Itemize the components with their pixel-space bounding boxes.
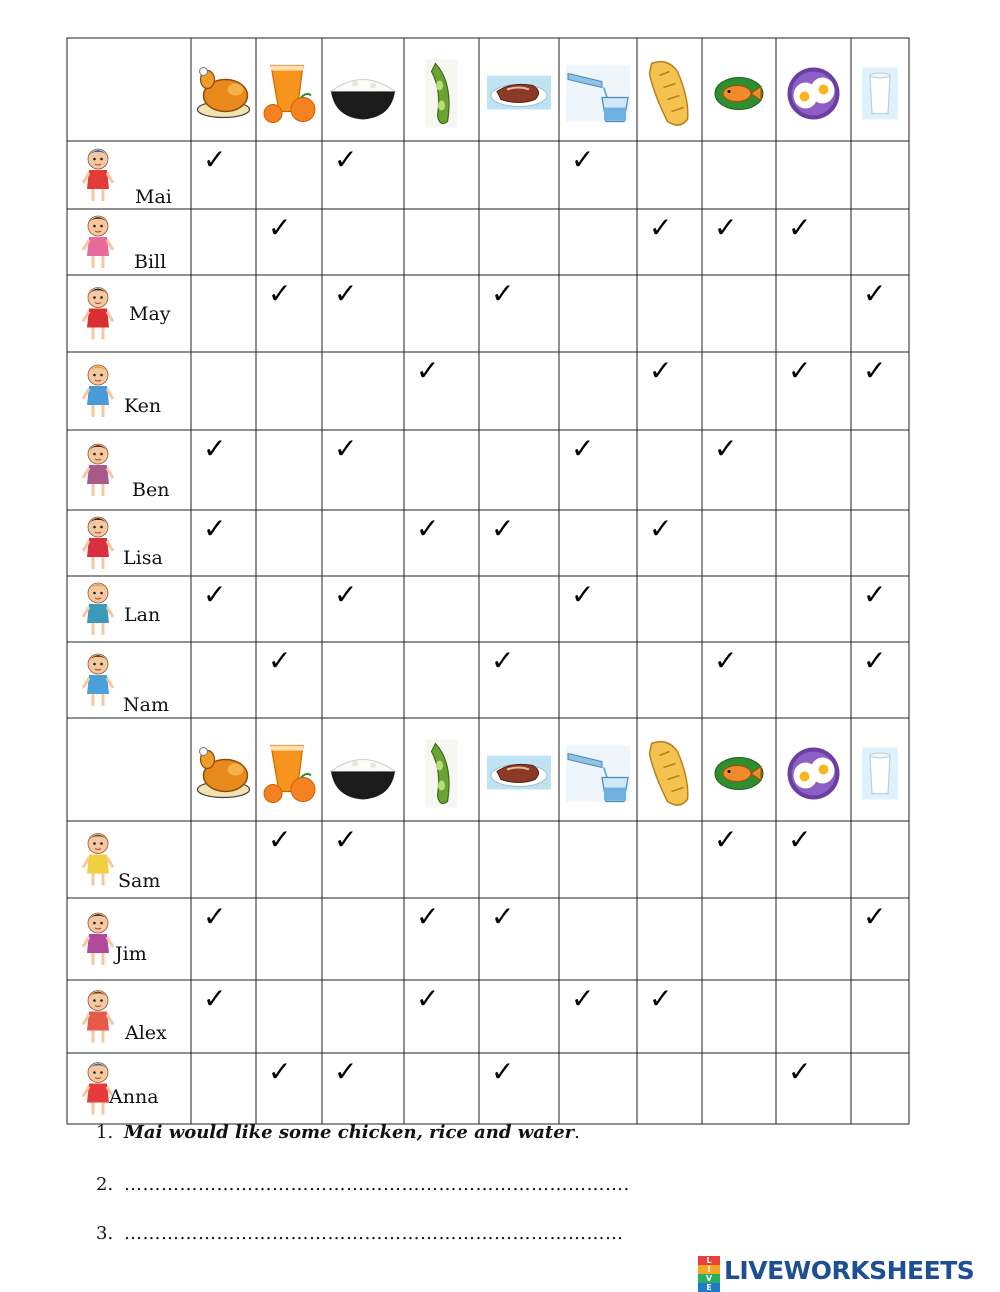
check-mark[interactable]: ✓: [268, 823, 292, 856]
check-mark[interactable]: ✓: [649, 982, 673, 1015]
sentence-1: [96, 1122, 580, 1143]
check-mark[interactable]: ✓: [203, 432, 227, 465]
avatar-mai: [83, 149, 113, 201]
sentence-3-blank[interactable]: ………………………………………………………………………: [124, 1223, 624, 1244]
header1-orange-juice-icon: [264, 66, 315, 123]
sentence-2-number: 2.: [96, 1174, 114, 1195]
header1-fried-eggs-icon: [788, 68, 840, 120]
check-mark[interactable]: ✓: [203, 512, 227, 545]
check-mark[interactable]: ✓: [714, 432, 738, 465]
check-mark[interactable]: ✓: [334, 823, 358, 856]
person-name-anna: Anna: [109, 1086, 159, 1108]
check-mark[interactable]: ✓: [571, 982, 595, 1015]
check-mark[interactable]: ✓: [203, 578, 227, 611]
header1-rice-bowl-icon: [331, 80, 395, 120]
header2-rice-bowl-icon: [331, 760, 395, 800]
person-name-ben: Ben: [132, 479, 170, 501]
sentence-2[interactable]: [96, 1174, 630, 1195]
check-mark[interactable]: ✓: [491, 644, 515, 677]
check-mark[interactable]: ✓: [203, 982, 227, 1015]
sentence-1-period: .: [574, 1122, 580, 1143]
grid-border: [67, 38, 909, 1124]
check-mark[interactable]: ✓: [334, 432, 358, 465]
header1-milk-glass-icon: [862, 68, 898, 120]
check-mark[interactable]: ✓: [649, 512, 673, 545]
avatar-may: [83, 288, 113, 340]
header1-roast-chicken-icon: [198, 68, 250, 118]
check-mark[interactable]: ✓: [571, 143, 595, 176]
check-mark[interactable]: ✓: [863, 578, 887, 611]
check-mark[interactable]: ✓: [491, 900, 515, 933]
check-mark[interactable]: ✓: [334, 143, 358, 176]
person-name-bill: Bill: [134, 251, 167, 273]
header2-fish-plate-icon: [715, 758, 763, 790]
person-name-lisa: Lisa: [123, 547, 163, 569]
avatar-nam: [83, 654, 113, 706]
check-mark[interactable]: ✓: [714, 211, 738, 244]
sentence-2-blank[interactable]: ……………………………………………………………………….: [124, 1174, 630, 1195]
avatar-ben: [83, 444, 113, 496]
check-mark[interactable]: ✓: [788, 1055, 812, 1088]
header1-beef-steak-icon: [487, 76, 551, 110]
check-mark[interactable]: ✓: [268, 644, 292, 677]
check-mark[interactable]: ✓: [714, 823, 738, 856]
avatar-bill: [83, 216, 113, 268]
person-name-ken: Ken: [124, 395, 162, 417]
check-mark[interactable]: ✓: [416, 900, 440, 933]
check-mark[interactable]: ✓: [714, 644, 738, 677]
check-mark[interactable]: ✓: [334, 1055, 358, 1088]
avatar-lisa: [83, 517, 113, 569]
check-mark[interactable]: ✓: [416, 512, 440, 545]
header1-beans-icon: [426, 60, 458, 128]
check-mark[interactable]: ✓: [649, 354, 673, 387]
check-mark[interactable]: ✓: [571, 578, 595, 611]
check-mark[interactable]: ✓: [863, 354, 887, 387]
header1-water-glass-icon: [566, 66, 630, 122]
person-name-may: May: [129, 303, 171, 325]
check-mark[interactable]: ✓: [203, 900, 227, 933]
person-name-sam: Sam: [118, 870, 161, 892]
avatar-ken: [83, 365, 113, 417]
header1-bread-icon: [650, 62, 688, 125]
person-name-lan: Lan: [124, 604, 161, 626]
header2-beans-icon: [426, 740, 458, 808]
person-name-nam: Nam: [123, 694, 169, 716]
header2-water-glass-icon: [566, 746, 630, 802]
check-mark[interactable]: ✓: [863, 277, 887, 310]
check-mark[interactable]: ✓: [863, 900, 887, 933]
header2-fried-eggs-icon: [788, 748, 840, 800]
sentence-1-number: 1.: [96, 1122, 114, 1143]
check-mark[interactable]: ✓: [491, 512, 515, 545]
check-mark[interactable]: ✓: [416, 982, 440, 1015]
check-mark[interactable]: ✓: [863, 644, 887, 677]
header1-fish-plate-icon: [715, 78, 763, 110]
check-mark[interactable]: ✓: [788, 823, 812, 856]
check-mark[interactable]: ✓: [334, 578, 358, 611]
check-mark[interactable]: ✓: [268, 211, 292, 244]
sentence-1-example: Mai would like some chicken, rice and water: [124, 1122, 575, 1143]
check-mark[interactable]: ✓: [268, 1055, 292, 1088]
liveworksheets-wordmark: LIVEWORKSHEETS: [724, 1255, 975, 1285]
header2-bread-icon: [650, 742, 688, 805]
liveworksheets-logo: [698, 1254, 975, 1292]
sentence-3-number: 3.: [96, 1223, 114, 1244]
liveworksheets-badge-icon: L I V E: [698, 1256, 720, 1284]
check-mark[interactable]: ✓: [491, 1055, 515, 1088]
check-mark[interactable]: ✓: [203, 143, 227, 176]
check-mark[interactable]: ✓: [788, 354, 812, 387]
sentence-3[interactable]: [96, 1223, 624, 1244]
avatar-sam: [83, 834, 113, 886]
check-mark[interactable]: ✓: [571, 432, 595, 465]
avatar-alex: [83, 991, 113, 1043]
person-name-mai: Mai: [135, 186, 172, 208]
header2-beef-steak-icon: [487, 756, 551, 790]
person-name-alex: Alex: [125, 1022, 167, 1044]
header2-milk-glass-icon: [862, 748, 898, 800]
person-name-jim: Jim: [115, 943, 147, 965]
header2-roast-chicken-icon: [198, 748, 250, 798]
avatar-lan: [83, 583, 113, 635]
check-mark[interactable]: ✓: [491, 277, 515, 310]
check-mark[interactable]: ✓: [416, 354, 440, 387]
avatar-jim: [83, 913, 113, 965]
check-mark[interactable]: ✓: [334, 277, 358, 310]
check-mark[interactable]: ✓: [268, 277, 292, 310]
header2-orange-juice-icon: [264, 746, 315, 803]
check-mark[interactable]: ✓: [649, 211, 673, 244]
check-mark[interactable]: ✓: [788, 211, 812, 244]
